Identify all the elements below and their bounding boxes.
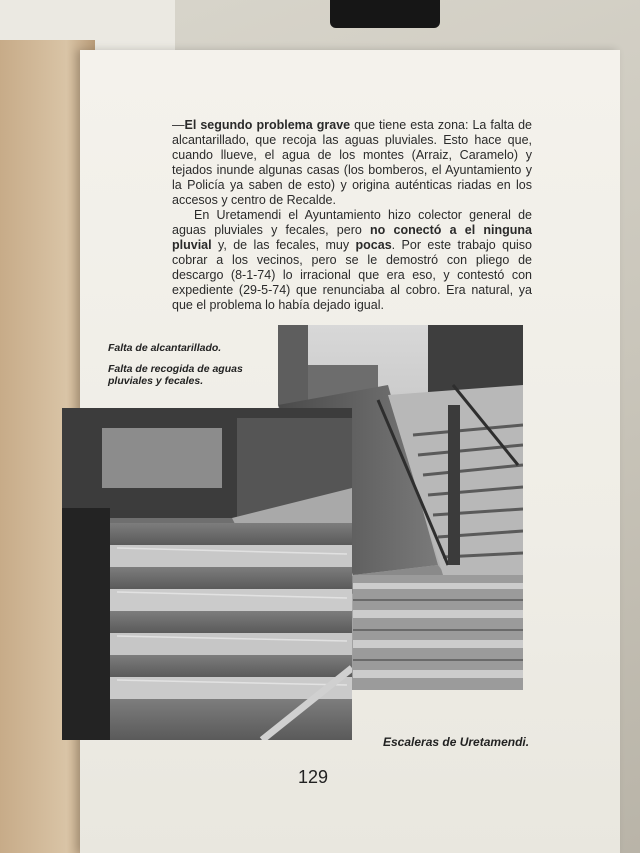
paragraph-1	[172, 118, 532, 208]
background-object	[330, 0, 440, 28]
photo-caption-bottom: Escaleras de Uretamendi.	[383, 735, 530, 749]
paragraph-2-bold-a: no conectó a el ninguna pluvial	[172, 223, 532, 252]
photo-caption-1: Falta de alcantarillado.	[108, 342, 222, 354]
photo-caption-2: Falta de recogida de aguas pluviales y fecales.	[108, 363, 243, 387]
body-text	[172, 118, 532, 313]
paragraph-2-text-c: . Por este trabajo quiso cobrar a los vecinos, pero se le demostró con pliego de descargo (8-1-74) lo irracional que era eso, y contestó con expediente (29-5-74) que renunciaba al cobro. Era natural, ya que el problema lo había dejado igual.	[172, 238, 533, 312]
paragraph-1-bold: El segundo problema grave	[184, 118, 351, 132]
paragraph-2-bold-b: pocas	[355, 238, 392, 252]
paragraph-2	[172, 208, 532, 313]
paragraph-1-text: que tiene esta zona: La falta de alcantarillado, que recoja las aguas pluviales. Esto hace que, cuando llueve, el agua de los montes (Arraiz, Caramelo) y tejados inunde algunas casas (los bomberos, el Ayuntamiento y la Policía ya saben de esto) y origina auténticas riadas en los accesos y centro de Recalde.	[172, 118, 532, 207]
lead-dash: —	[172, 118, 185, 132]
page-number: 129	[297, 767, 329, 787]
paragraph-2-text-b: y, de las fecales, muy	[211, 238, 356, 252]
paragraph-2-text-a: En Uretamendi el Ayuntamiento hizo colector general de aguas pluviales y fecales, pero	[172, 208, 532, 237]
photo-flooded-steps-left	[62, 408, 352, 740]
